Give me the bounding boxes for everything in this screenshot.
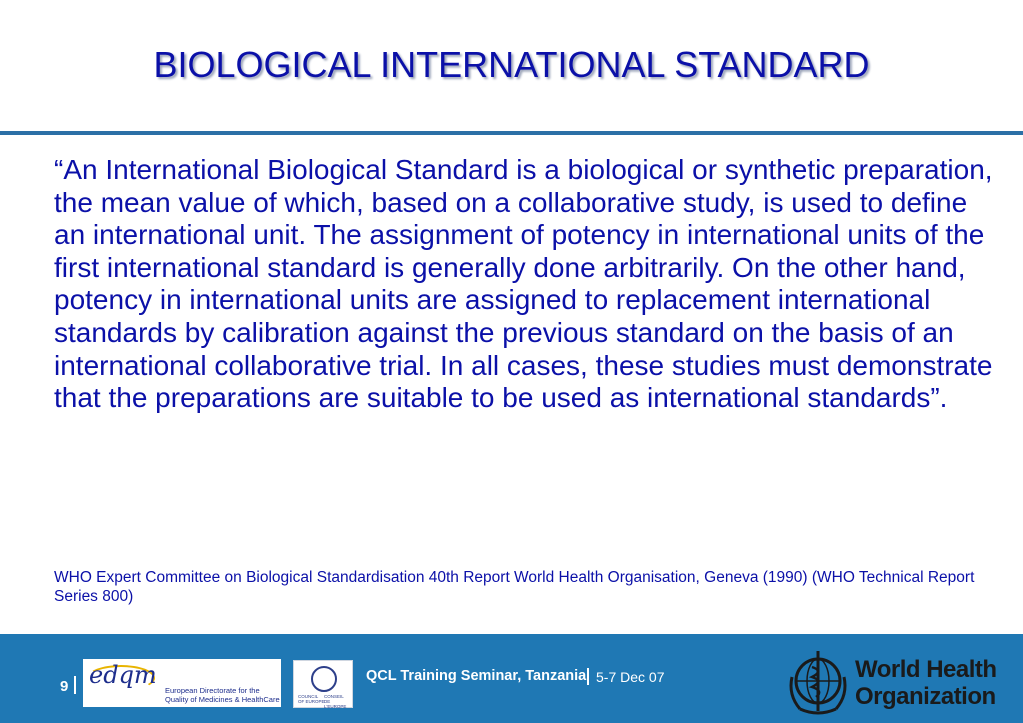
page-number: 9 [60,678,69,695]
edqm-caption-line2: Quality of Medicines & HealthCare [165,695,280,704]
coe-caption-en-line1: COUNCIL [298,694,319,699]
coe-caption-en [298,694,325,704]
title-divider [0,131,1023,135]
who-emblem-icon [786,647,850,719]
edqm-caption-line1: European Directorate for the [165,686,260,695]
edqm-wordmark: edqm [89,661,157,689]
seminar-name: QCL Training Seminar, Tanzania [366,668,587,684]
coe-caption-fr [324,694,352,709]
who-wordmark [855,656,997,710]
source-reference: WHO Expert Committee on Biological Standardisation 40th Report World Health Organisation, Geneva (1990) (WHO Technical Report Series 800) [54,569,975,605]
edqm-logo [83,659,281,707]
who-wordmark-line2: Organization [855,683,996,710]
coe-caption-fr-line2: DE L'EUROPE [324,699,347,709]
slide-title: BIOLOGICAL INTERNATIONAL STANDARD [153,44,870,85]
seminar-dates: 5-7 Dec 07 [596,669,665,685]
coe-caption-en-line2: OF EUROPE [298,699,325,704]
edqm-caption [165,686,280,704]
who-wordmark-line1: World Health [855,656,997,683]
definition-quote: “An International Biological Standard is a biological or synthetic preparation, the mean value of which, based on a collaborative study, is used to define an international unit. The assignment of potency in international units of the first international standard is generally done arbitrarily. On the other hand, potency in international units are assigned to replacement international standards by calibration against the previous standard on the basis of an international collaborative trial. In all cases, these studies must demonstrate that the preparations are suitable to be used as international standards”. [54,154,993,414]
footer-separator [587,668,589,685]
page-number-separator [74,676,76,694]
council-of-europe-logo [293,660,353,708]
stars-circle-icon [311,666,337,692]
coe-caption-fr-line1: CONSEIL [324,694,344,699]
